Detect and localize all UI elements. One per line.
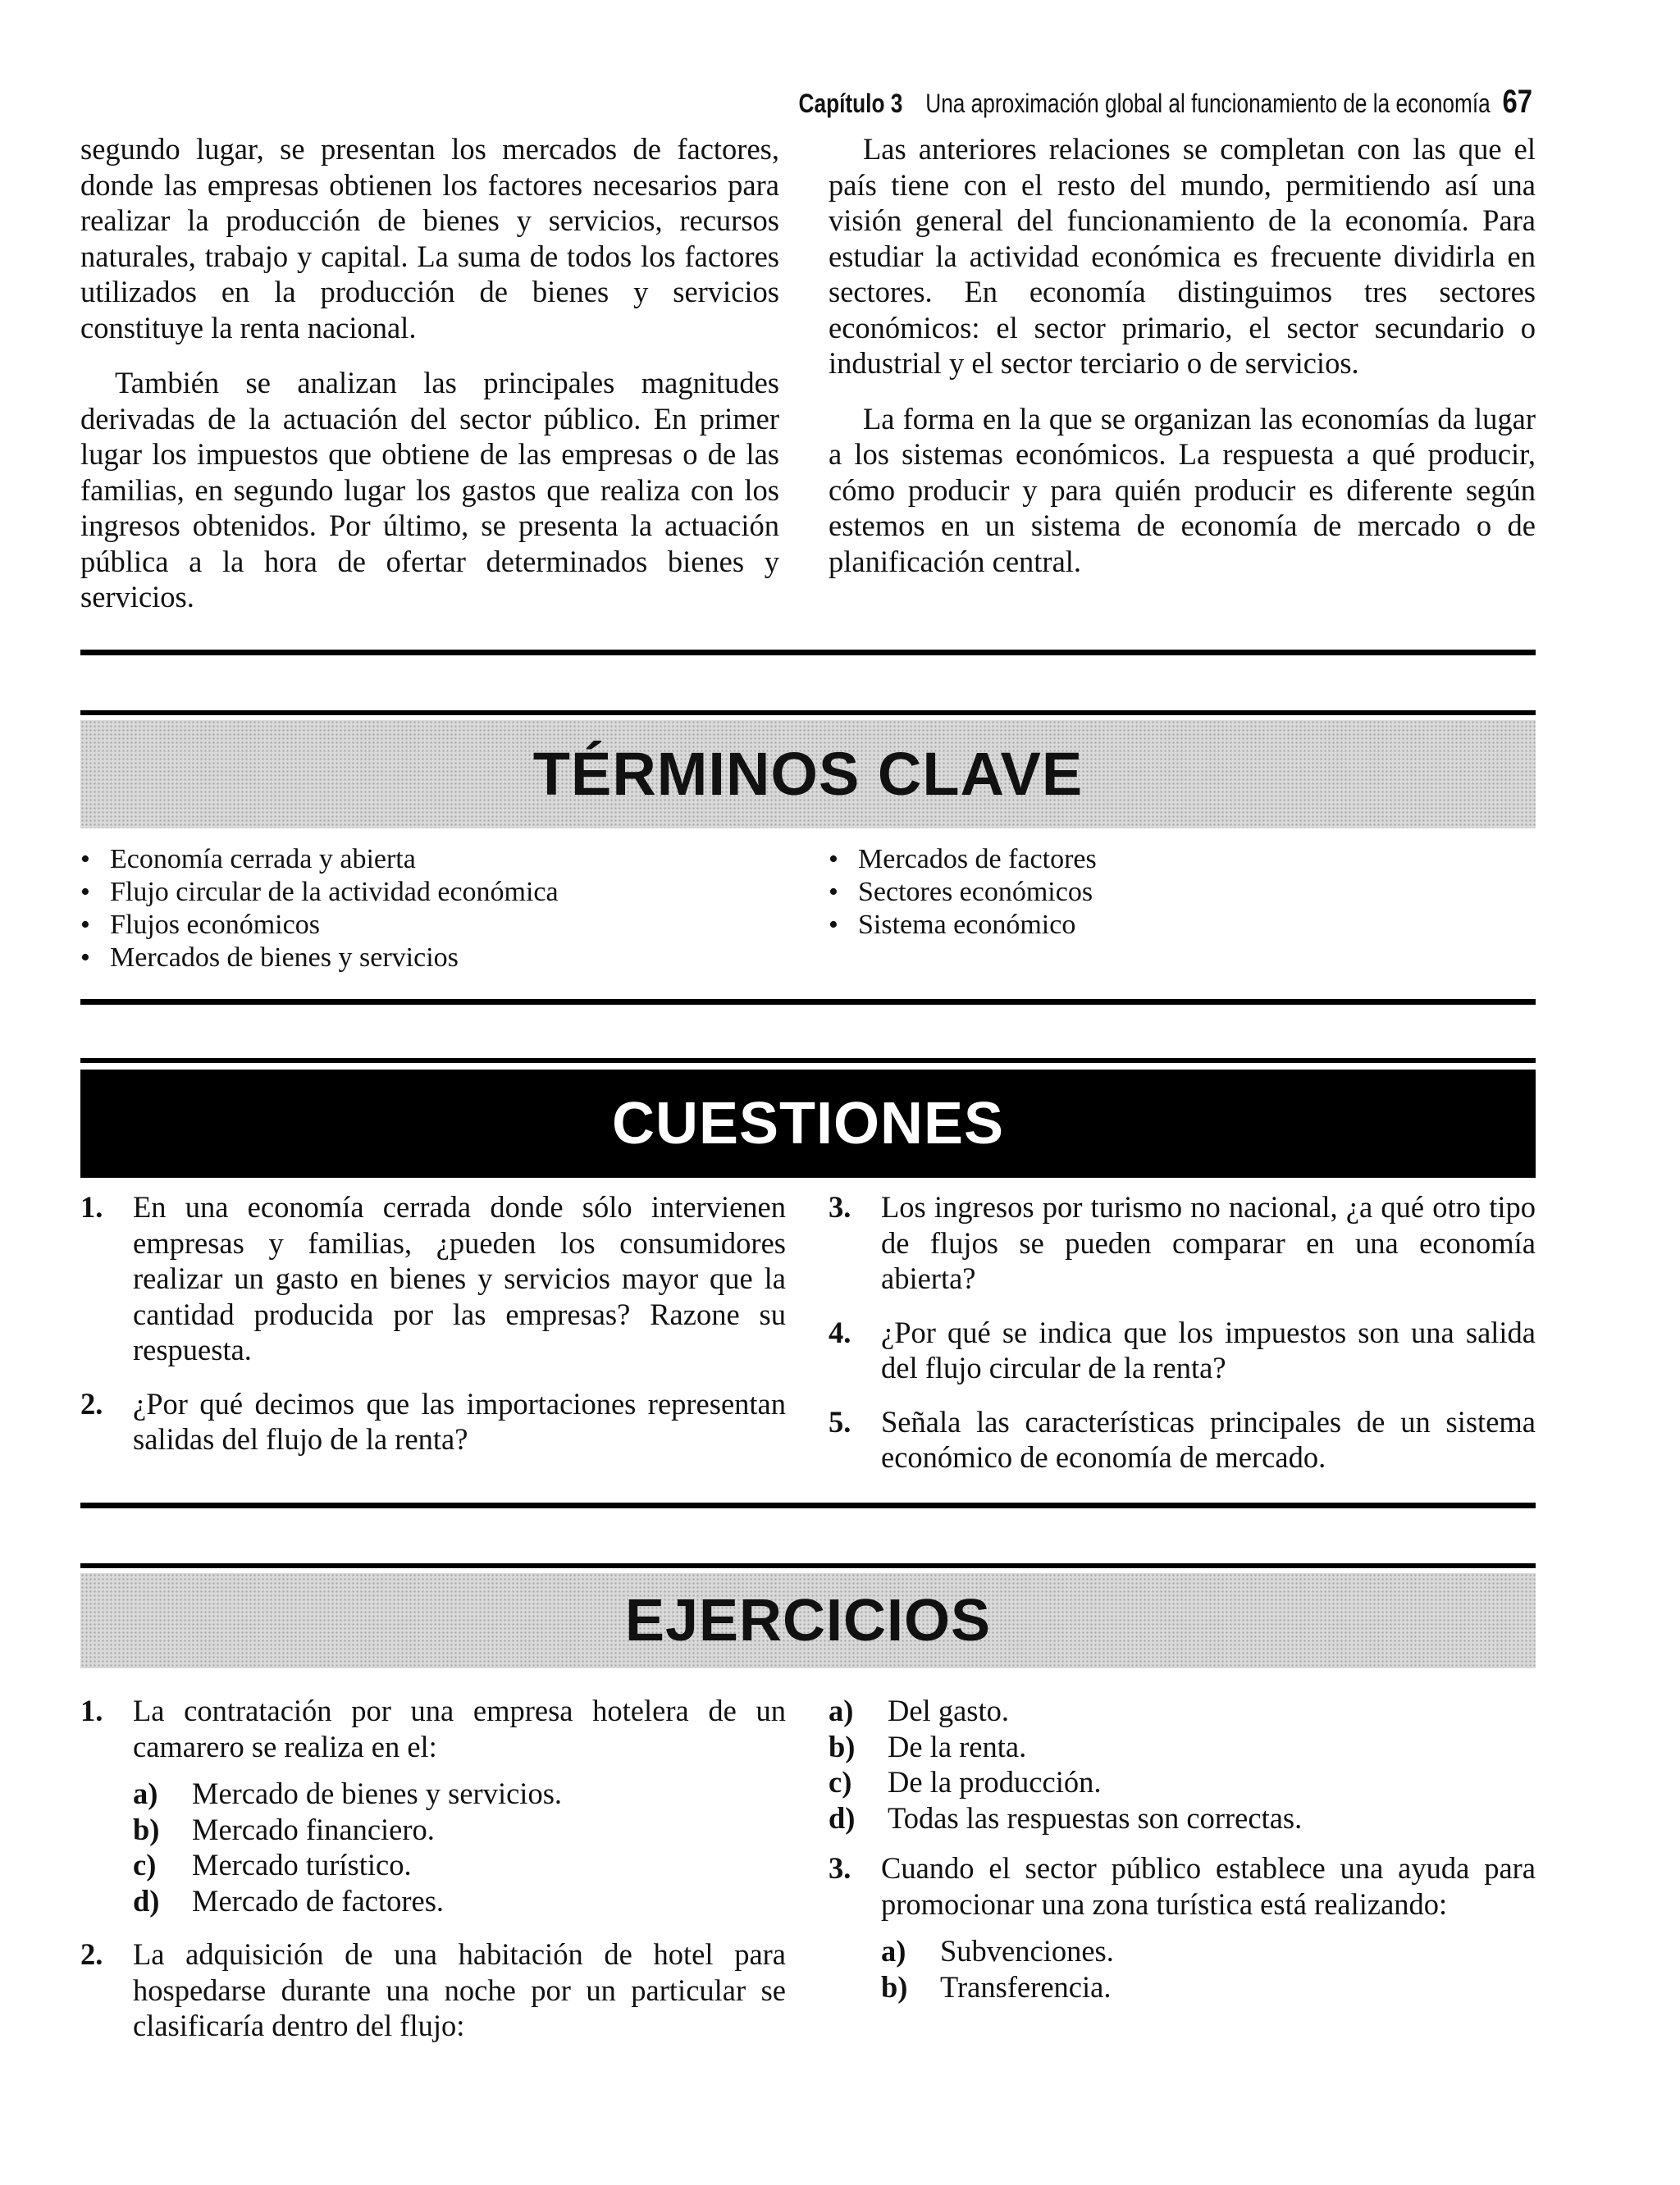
option-letter: c) — [829, 1765, 852, 1799]
page-number: 67 — [1502, 84, 1532, 120]
option-item — [133, 1776, 786, 1812]
section-rule — [80, 1503, 1536, 1508]
option-text: De la renta. — [888, 1729, 1027, 1763]
exercise-item — [829, 1850, 1536, 2005]
terminos-clave-heading: TÉRMINOS CLAVE — [80, 720, 1536, 828]
intro-left-column — [80, 131, 779, 615]
option-text: De la producción. — [888, 1765, 1102, 1799]
question-number: 1. — [80, 1190, 103, 1224]
question-number: 3. — [829, 1190, 851, 1224]
option-text: Mercado de bienes y servicios. — [192, 1777, 563, 1810]
exercise-2-options — [829, 1693, 1536, 1836]
option-text: Subvenciones. — [940, 1934, 1114, 1968]
option-item — [829, 1729, 1536, 1765]
option-letter: d) — [133, 1883, 160, 1918]
list-item: • Mercados de factores — [829, 843, 1534, 876]
list-item: • Flujos económicos — [80, 909, 786, 942]
question-text: ¿Por qué se indica que los impuestos son una salida del flujo circular de la renta? — [881, 1315, 1536, 1384]
section-rule — [80, 710, 1536, 715]
cuestiones-heading: CUESTIONES — [80, 1070, 1536, 1178]
option-item — [133, 1883, 786, 1919]
questions-right-list — [829, 1189, 1536, 1476]
option-item — [881, 1969, 1536, 2005]
option-item — [133, 1812, 786, 1848]
question-item — [80, 1189, 786, 1368]
option-item — [881, 1933, 1536, 1969]
exercises-right-column — [829, 1693, 1536, 2005]
option-item — [829, 1693, 1536, 1729]
option-item — [133, 1847, 786, 1883]
option-letter: a) — [133, 1777, 158, 1810]
option-text: Del gasto. — [888, 1694, 1009, 1727]
chapter-label: Capítulo 3 — [798, 89, 903, 118]
key-terms-left-list — [80, 843, 786, 974]
option-text: Mercado turístico. — [192, 1848, 412, 1882]
option-letter: d) — [829, 1800, 856, 1835]
option-text: Mercado financiero. — [192, 1812, 435, 1846]
exercise-number: 1. — [80, 1694, 103, 1727]
exercise-text: La adquisición de una habitación de hotel para hospedarse durante una noche por un particular se clasificaría dentro del flujo: — [133, 1937, 786, 2042]
question-text: En una economía cerrada donde sólo intervienen empresas y familias, ¿pueden los consumidores realizar un gasto en bienes y servicios mayor que la cantidad producida por las empresas? Razone su respuesta. — [133, 1190, 786, 1366]
question-text: ¿Por qué decimos que las importaciones representan salidas del flujo de la renta? — [133, 1386, 786, 1456]
exercise-item — [80, 1936, 786, 2044]
exercises-left-list — [80, 1693, 786, 2044]
option-letter: b) — [881, 1969, 908, 2004]
exercise-text: La contratación por una empresa hotelera de un camarero se realiza en el: — [133, 1694, 786, 1763]
list-item: • Economía cerrada y abierta — [80, 843, 786, 876]
paragraph: La forma en la que se organizan las economías da lugar a los sistemas económicos. La respuesta a qué producir, cómo producir y para quién producir es diferente según estemos en un sistema de economía de mercado o de planificación central. — [829, 401, 1536, 578]
option-text: Mercado de factores. — [192, 1883, 445, 1918]
exercise-number: 2. — [80, 1937, 103, 1971]
exercise-options — [881, 1933, 1536, 2005]
question-item — [829, 1315, 1536, 1386]
running-header — [276, 84, 1532, 121]
exercise-3-list — [829, 1850, 1536, 2005]
option-letter: a) — [881, 1934, 906, 1968]
list-item: • Flujo circular de la actividad económica — [80, 876, 786, 909]
option-letter: c) — [133, 1848, 157, 1882]
questions-left-list — [80, 1189, 786, 1457]
option-letter: b) — [133, 1812, 160, 1846]
question-item — [829, 1404, 1536, 1476]
question-text: Señala las características principales de un sistema económico de economía de mercado. — [881, 1404, 1536, 1474]
chapter-title: Una aproximación global al funcionamiento de la economía — [925, 89, 1491, 118]
section-rule — [80, 999, 1536, 1005]
key-terms-right-list — [829, 843, 1534, 942]
intro-right-column — [829, 131, 1536, 579]
question-number: 2. — [80, 1386, 103, 1421]
list-item: • Mercados de bienes y servicios — [80, 942, 786, 974]
option-letter: a) — [829, 1694, 854, 1727]
question-number: 4. — [829, 1315, 851, 1349]
exercise-number: 3. — [829, 1851, 851, 1885]
section-rule — [80, 1058, 1536, 1063]
exercise-item — [80, 1693, 786, 1918]
question-item — [829, 1189, 1536, 1297]
option-text: Todas las respuestas son correctas. — [888, 1800, 1303, 1835]
question-text: Los ingresos por turismo no nacional, ¿a qué otro tipo de flujos se pueden comparar en una economía abierta? — [881, 1190, 1536, 1295]
exercise-text: Cuando el sector público establece una ayuda para promocionar una zona turística está realizando: — [881, 1851, 1536, 1921]
section-rule — [80, 650, 1536, 655]
paragraph: segundo lugar, se presentan los mercados de factores, donde las empresas obtienen los factores necesarios para realizar la producción de bienes y servicios, recursos naturales, trabajo y capital. La suma de todos los factores utilizados en la producción de bienes y servicios constituye la renta nacional. — [80, 132, 779, 344]
option-item — [829, 1800, 1536, 1836]
list-item: • Sistema económico — [829, 909, 1534, 942]
option-letter: b) — [829, 1729, 856, 1763]
exercise-options — [133, 1776, 786, 1918]
paragraph: Las anteriores relaciones se completan con las que el país tiene con el resto del mundo, permitiendo así una visión general del funcionamiento de la economía. Para estudiar la actividad económica es frecuente dividirla en sectores. En economía distinguimos tres sectores económicos: el sector primario, el sector secundario o industrial y el sector terciario o de servicios. — [829, 132, 1536, 380]
question-number: 5. — [829, 1404, 851, 1439]
option-item — [829, 1764, 1536, 1800]
option-text: Transferencia. — [940, 1969, 1112, 2004]
section-rule — [80, 1563, 1536, 1568]
paragraph: También se analizan las principales magnitudes derivadas de la actuación del sector público. En primer lugar los impuestos que obtiene de las empresas o de las familias, en segundo lugar los gastos que realiza con los ingresos obtenidos. Por último, se presenta la actuación pública a la hora de ofertar determinados bienes y servicios. — [80, 366, 779, 614]
ejercicios-heading: EJERCICIOS — [80, 1573, 1536, 1668]
list-item: • Sectores económicos — [829, 876, 1534, 909]
question-item — [80, 1386, 786, 1457]
